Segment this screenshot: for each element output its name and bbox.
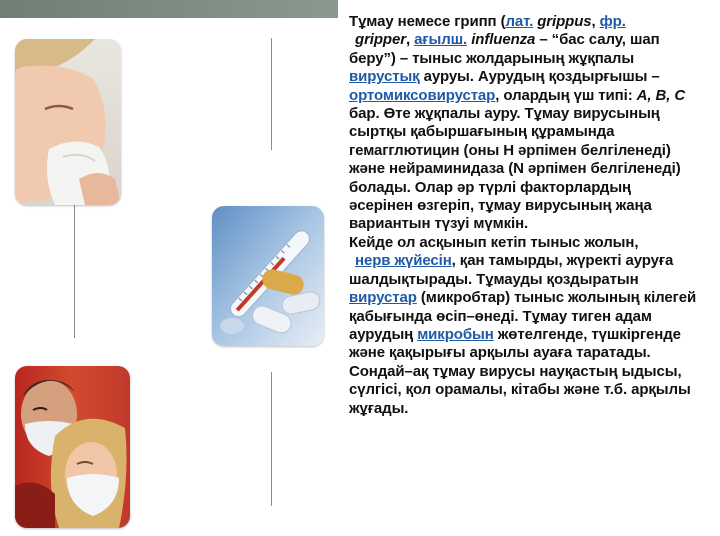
child-sneezing-photo — [15, 39, 121, 205]
text-span: Тұмау немесе грипп ( — [349, 13, 506, 30]
link-microbe[interactable]: микробын — [417, 325, 494, 343]
text-span: (микробтар) тыныс жолының кілегей қабығында өсіп–өнеді. Тұмау тиген адам аурудың — [349, 289, 697, 343]
header-bar — [0, 0, 338, 18]
divider-line-2 — [74, 192, 75, 338]
divider-line-1 — [271, 38, 272, 150]
link-orthomyxovirus[interactable]: ортомиксовирустар — [349, 86, 496, 104]
link-fr[interactable]: фр. — [599, 13, 626, 30]
divider-line-3 — [271, 372, 272, 506]
text-span: жөтелгенде, түшкіргенде және қақырығы арқылы ауаға таратады. Сондай–ақ тұмау вирусы науқастың ыдысы, сүлгісі, қол орамалы, кітабы және т.б. арқылы жұғады. — [349, 325, 691, 417]
text-span: , олардың үш типі: — [495, 86, 637, 104]
term-english: influenza — [467, 31, 536, 49]
text-span: , — [591, 13, 600, 30]
text-span: ауруы. Аурудың қоздырғышы – — [419, 68, 660, 86]
link-virus[interactable]: вирустық — [349, 68, 420, 86]
link-nervous-system[interactable]: нерв жүйесін — [355, 252, 452, 270]
term-latin: grippus — [533, 13, 592, 30]
paragraph-1 — [349, 13, 699, 234]
text-span: бар. Өте жұқпалы ауру. Тұмау вирусының сыртқы қабыршағының құрамында гемагглютицин (оны H әрпімен белгіленеді) және нейраминидаза (N әрпімен белгіленеді) болады. Олар әр түрлі факторлардың әсерінен өзгеріп, тұмау вирусының жаңа вариантын түзуі мүмкін. — [349, 105, 681, 233]
term-french: gripper — [355, 31, 406, 49]
article-text — [349, 13, 699, 418]
text-span: Кейде ол асқынып кетіп тыныс жолын, — [349, 233, 639, 251]
text-span: – “бас салу, шап беру”) – тыныс жолдарының жұқпалы — [349, 31, 660, 67]
text-span: , қан тамырды, жүректі ауруға шалдықтырады. Тұмауды қоздыратын — [349, 252, 674, 288]
link-viruses[interactable]: вирустар — [349, 289, 417, 307]
link-en[interactable]: ағылш. — [414, 31, 468, 49]
thermometer-pills-photo — [212, 206, 324, 346]
virus-types: A, B, C — [636, 86, 686, 104]
link-lat[interactable]: лат. — [505, 13, 534, 30]
text-span: , — [405, 31, 415, 49]
masked-people-photo — [15, 366, 130, 528]
paragraph-2 — [349, 234, 699, 418]
